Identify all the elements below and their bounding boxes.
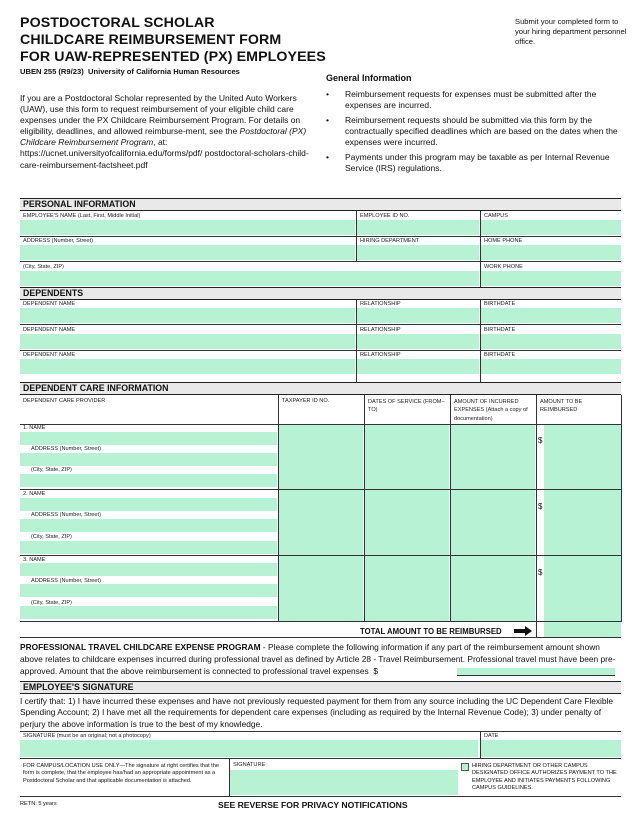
birthdate-label: BIRTHDATE — [484, 301, 516, 307]
travel-text: - Please complete the following information if any part of the reimbursement amount shown above relates to childcare expenses incurred during professional travel as defined by Article 28 - Travel Reimbursement. Professional travel must have been pre-approved. Amount that the above reimbursement is connected to professional travel expenses — [20, 642, 616, 676]
title-line-1: POSTDOCTORAL SCHOLAR — [20, 15, 215, 31]
provider-1-city-label: (City, State, ZIP) — [31, 467, 72, 473]
title-line-3: FOR UAW-REPRESENTED (PX) EMPLOYEES — [20, 49, 326, 65]
provider-2-taxpayer-field[interactable] — [279, 490, 363, 555]
col-taxpayer-label: TAXPAYER ID NO. — [282, 398, 330, 404]
provider-1-dollar: $ — [538, 436, 543, 445]
employee-id-field[interactable] — [357, 220, 479, 235]
relationship-field-3[interactable] — [357, 359, 479, 374]
provider-2-amount-field[interactable] — [451, 490, 535, 555]
dependents-heading: DEPENDENTS — [20, 287, 621, 300]
provider-2-reimbursed-field[interactable] — [544, 490, 621, 555]
provider-3-name-label: 3. NAME — [23, 557, 46, 563]
general-info-item: • Payments under this program may be taxable as per Internal Revenue Service (IRS) regulations. — [326, 152, 626, 174]
intro-program-name: Postdoctoral (PX) Childcare Reimbursement Program — [20, 126, 307, 148]
total-amount-field[interactable] — [544, 622, 621, 637]
provider-2-address-label: ADDRESS (Number, Street) — [31, 512, 101, 518]
birthdate-field-1[interactable] — [481, 308, 621, 323]
dependent-name-label: DEPENDENT NAME — [23, 327, 76, 333]
certification-text: I certify that: 1) I have incurred these expenses and have not previously requested payment for them from any source including the UC Dependent Care Flexible Spending Account; 2) I have met all the requirements for dependent care expenses (including as required by the Internal Revenue Code); 3) under penalty of perjury the above information is true to the best of my knowledge. — [20, 696, 614, 729]
intro-text — [20, 93, 310, 171]
provider-3-name-field[interactable] — [20, 563, 277, 576]
travel-dollar: $ — [373, 666, 379, 676]
date-field[interactable] — [481, 740, 621, 757]
provider-3-dates-field[interactable] — [365, 556, 449, 621]
birthdate-field-2[interactable] — [481, 334, 621, 349]
title-line-2: CHILDCARE REIMBURSEMENT FORM — [20, 32, 282, 48]
general-info-item: • Reimbursement requests should be submitted via this form by the contractually specified deadlines which are based on the dates when the expenses were incurred. — [326, 115, 626, 148]
provider-1-reimbursed-field[interactable] — [544, 425, 621, 489]
campus-use-note: FOR CAMPUS/LOCATION USE ONLY—The signature at right certifies that the form is complete, that the employee has/had an appropriate appointment as a Postdoctoral Scholar and that applicable documentation is attached. — [23, 763, 219, 784]
employee-id-label: EMPLOYEE ID NO. — [360, 213, 410, 219]
authorize-checkbox[interactable] — [461, 763, 469, 771]
provider-3-amount-field[interactable] — [451, 556, 535, 621]
provider-1-address-field[interactable] — [20, 453, 277, 466]
address-field[interactable] — [20, 245, 355, 260]
provider-3-taxpayer-field[interactable] — [279, 556, 363, 621]
dependent-name-field-2[interactable] — [20, 334, 355, 349]
provider-3-city-field[interactable] — [20, 606, 277, 619]
provider-3-city-label: (City, State, ZIP) — [31, 600, 72, 606]
relationship-field-1[interactable] — [357, 308, 479, 323]
provider-3-address-label: ADDRESS (Number, Street) — [31, 578, 101, 584]
relationship-field-2[interactable] — [357, 334, 479, 349]
provider-1-name-label: 1. NAME — [23, 425, 46, 431]
arrow-right-icon — [514, 626, 532, 636]
general-info-title: General Information — [326, 73, 412, 83]
address-label: ADDRESS (Number, Street) — [23, 238, 93, 244]
travel-amount-field[interactable] — [457, 668, 615, 676]
dependent-name-label: DEPENDENT NAME — [23, 352, 76, 358]
personal-info-heading: PERSONAL INFORMATION — [20, 198, 621, 211]
provider-2-city-field[interactable] — [20, 541, 277, 554]
intro-text-end: , at: https://ucnet.universityofcalifornia.edu/forms/pdf/ postdoctoral-scholars-child-care-reimbursement-factsheet.pdf — [20, 137, 309, 170]
home-phone-label: HOME PHONE — [484, 238, 523, 244]
employee-name-label: EMPLOYEE'S NAME (Last, First, Middle Initial) — [23, 213, 141, 219]
provider-1-name-field[interactable] — [20, 432, 277, 445]
hiring-dept-note: HIRING DEPARTMENT OR OTHER CAMPUS DESIGNATED OFFICE AUTHORIZES PAYMENT TO THE EMPLOYEE AND INITIATES PAYMENTS FOLLOWING CAMPUS GUIDELINES. — [472, 763, 617, 791]
provider-3-dollar: $ — [538, 568, 543, 577]
intro-text-start: If you are a Postdoctoral Scholar represented by the United Auto Workers (UAW), use this form to request reimbursement of your eligible child care expenses under the PX Childcare Reimbursement Program. For details on eligibility, deadlines, and allowed reimburse-ment, see the — [20, 93, 301, 137]
form-subtitle — [20, 67, 240, 76]
relationship-label: RELATIONSHIP — [360, 301, 401, 307]
col-provider-label: DEPENDENT CARE PROVIDER — [23, 398, 106, 404]
care-info-heading: DEPENDENT CARE INFORMATION — [20, 382, 621, 395]
provider-2-address-field[interactable] — [20, 519, 277, 532]
provider-2-name-label: 2. NAME — [23, 491, 46, 497]
provider-2-city-label: (City, State, ZIP) — [31, 534, 72, 540]
col-dates-label: DATES OF SERVICE (FROM–TO) — [368, 399, 445, 414]
general-info-list — [326, 89, 626, 178]
campus-signature-label: SIGNATURE — [233, 762, 266, 768]
provider-3-address-field[interactable] — [20, 584, 277, 597]
provider-1-address-label: ADDRESS (Number, Street) — [31, 446, 101, 452]
campus-label: CAMPUS — [484, 213, 508, 219]
travel-heading: PROFESSIONAL TRAVEL CHILDCARE EXPENSE PROGRAM — [20, 642, 261, 652]
general-info-item: • Reimbursement requests for expenses must be submitted after the expenses are incurred. — [326, 89, 626, 111]
birthdate-label: BIRTHDATE — [484, 352, 516, 358]
relationship-label: RELATIONSHIP — [360, 327, 401, 333]
provider-3-reimbursed-field[interactable] — [544, 556, 621, 621]
provider-1-city-field[interactable] — [20, 474, 277, 487]
form-org: University of California Human Resources — [87, 67, 240, 76]
dependent-name-field-1[interactable] — [20, 308, 355, 323]
city-label: (City, State, ZIP) — [23, 264, 64, 270]
signature-label: SIGNATURE (must be an original; not a photocopy) — [23, 733, 151, 739]
employee-name-field[interactable] — [20, 220, 355, 235]
work-phone-label: WORK PHONE — [484, 264, 523, 270]
home-phone-field[interactable] — [481, 245, 621, 260]
provider-1-amount-field[interactable] — [451, 425, 535, 489]
employee-signature-field[interactable] — [20, 740, 478, 757]
form-id: UBEN 255 (R9/23) — [20, 67, 84, 76]
col-amount-label: AMOUNT OF INCURRED EXPENSES (Attach a copy of documentation) — [454, 399, 528, 422]
col-reimbursed-label: AMOUNT TO BE REIMBURSED — [540, 399, 583, 414]
work-phone-field[interactable] — [481, 271, 621, 286]
total-label: TOTAL AMOUNT TO BE REIMBURSED — [360, 627, 502, 636]
dependent-name-field-3[interactable] — [20, 359, 355, 374]
birthdate-label: BIRTHDATE — [484, 327, 516, 333]
provider-1-dates-field[interactable] — [365, 425, 449, 489]
provider-1-taxpayer-field[interactable] — [279, 425, 363, 489]
retention-note: RETN: 5 years — [20, 801, 57, 807]
campus-field[interactable] — [481, 220, 621, 235]
provider-2-dates-field[interactable] — [365, 490, 449, 555]
provider-2-dollar: $ — [538, 502, 543, 511]
campus-signature-field[interactable] — [230, 770, 458, 795]
relationship-label: RELATIONSHIP — [360, 352, 401, 358]
signature-heading: EMPLOYEE'S SIGNATURE — [20, 681, 621, 694]
birthdate-field-3[interactable] — [481, 359, 621, 374]
provider-2-name-field[interactable] — [20, 498, 277, 511]
submit-note: Submit your completed form to your hiring department personnel office. — [515, 17, 627, 46]
date-label: DATE — [484, 733, 499, 739]
hiring-dept-label: HIRING DEPARTMENT — [360, 238, 420, 244]
privacy-note: SEE REVERSE FOR PRIVACY NOTIFICATIONS — [218, 800, 408, 810]
city-field[interactable] — [20, 271, 479, 286]
hiring-dept-field[interactable] — [357, 245, 479, 260]
dependent-name-label: DEPENDENT NAME — [23, 301, 76, 307]
form-title — [20, 15, 326, 66]
